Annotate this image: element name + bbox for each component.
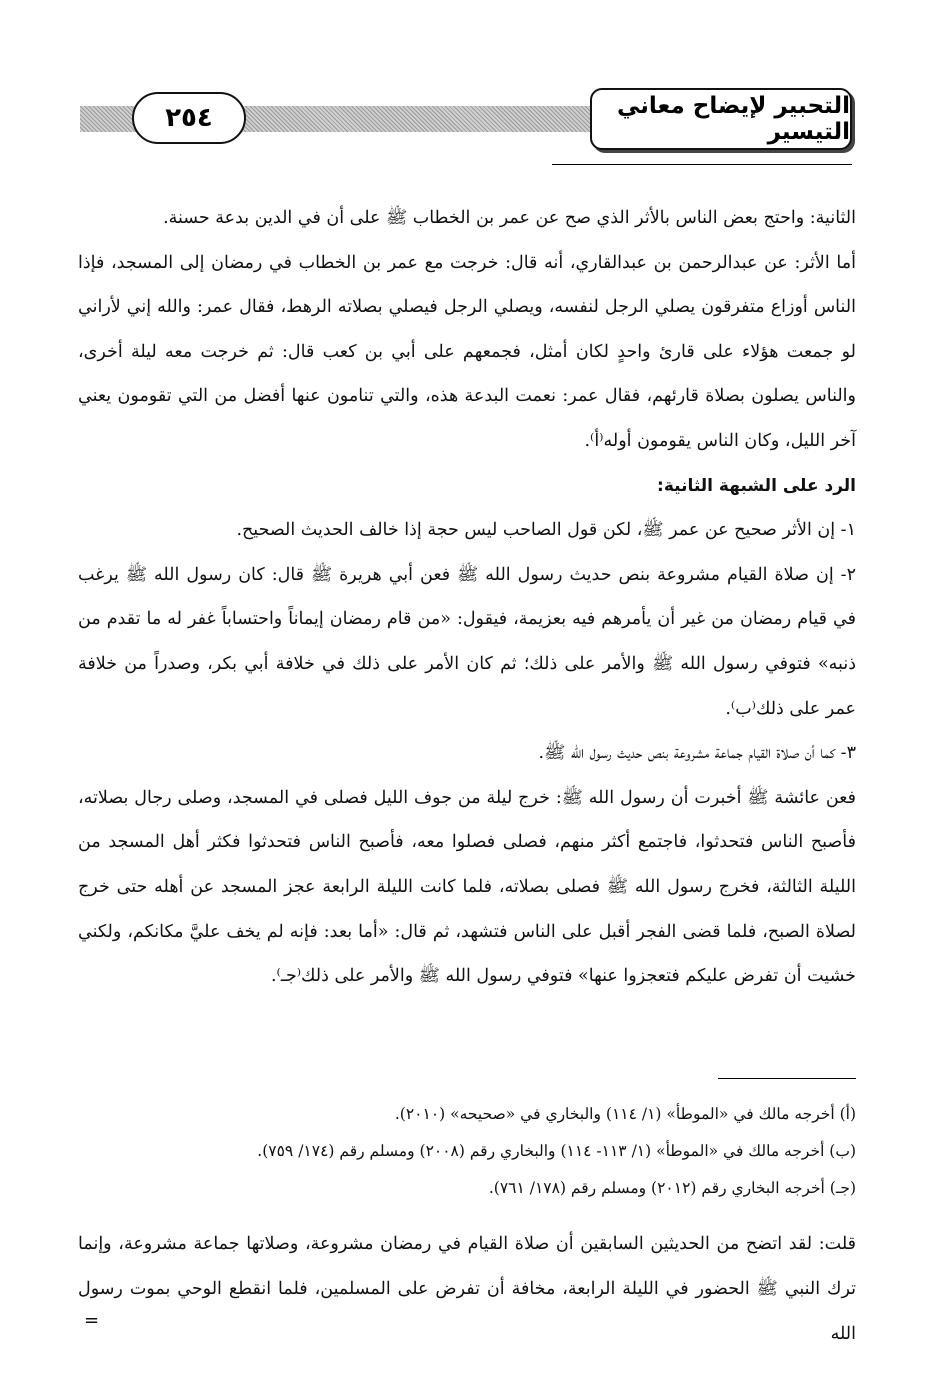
- book-title: التحبير لإيضاح معاني التيسير: [617, 93, 850, 145]
- main-text: [78, 196, 856, 999]
- continuation-mark: =: [84, 1310, 100, 1331]
- paragraph: ٣- كما أن صلاة القيام جماعة مشروعة بنص حديث رسول الله ﷺ.: [538, 743, 856, 764]
- footnote: (جـ) أخرجه البخاري رقم (٢٠١٢) ومسلم رقم (١٧٨/ ٧٦١).: [488, 1179, 856, 1197]
- paragraph: ١- إن الأثر صحيح عن عمر ﷺ، لكن قول الصاحب ليس حجة إذا خالف الحديث الصحيح.: [236, 520, 856, 541]
- closing-text: [78, 1222, 856, 1357]
- page-number-frame: [132, 92, 246, 144]
- paragraph: أما الأثر: عن عبدالرحمن بن عبدالقاري، أنه قال: خرجت مع عمر بن الخطاب في رمضان إلى المسجد، فإذا الناس أوزاع متفرقون يصلي الرجل لنفسه، ويصلي الرجل فيصلي بصلاته الرهط، فقال عمر: والله إني لأراني لو جمعت هؤلاء على قارئ واحدٍ لكان أمثل، فجمعهم على أبي بن كعب قال: ثم خرجت معه ليلة أخرى، والناس يصلون بصلاة قارئهم، فقال عمر: نعمت البدعة هذه، والتي تنامون عنها أفضل من التي تقومون يعني آخر الليل، وكان الناس يقومون أوله⁽أ⁾.: [78, 252, 856, 451]
- paragraph: ٢- إن صلاة القيام مشروعة بنص حديث رسول الله ﷺ فعن أبي هريرة ﷺ قال: كان رسول الله ﷺ يرغب في قيام رمضان من غير أن يأمرهم فيه بعزيمة، فيقول: «من قام رمضان إيماناً واحتساباً غفر له ما تقدم من ذنبه» فتوفي رسول الله ﷺ والأمر على ذلك؛ ثم كان الأمر على ذلك في خلافة أبي بكر، وصدراً من خلافة عمر على ذلك⁽ب⁾.: [78, 564, 856, 719]
- paragraph: قلت: لقد اتضح من الحديثين السابقين أن صلاة القيام في رمضان مشروعة، وصلاتها جماعة مشروعة، وإنما ترك النبي ﷺ الحضور في الليلة الرابعة، مخافة أن تفرض على المسلمين، فلما انقطع الوحي بموت رسول الله: [78, 1234, 856, 1344]
- footnote-rule: [718, 1078, 856, 1079]
- paragraph: فعن عائشة ﷺ أخبرت أن رسول الله ﷺ: خرج ليلة من جوف الليل فصلى في المسجد، وصلى رجال بصلاته، فأصبح الناس فتحدثوا، فاجتمع أكثر منهم، فصلى فصلوا معه، فأصبح الناس فتحدثوا فكثر أهل المسجد من الليلة الثالثة، فخرج رسول الله ﷺ فصلى بصلاته، فلما كانت الليلة الرابعة عجز المسجد عن أهله حتى خرج لصلاة الصبح، فلما قضى الفجر أقبل على الناس فتشهد، ثم قال: «أما بعد: فإنه لم يخف عليَّ مكانكم، ولكني خشيت أن تفرض عليكم فتعجزوا عنها» فتوفي رسول الله ﷺ والأمر على ذلك⁽جـ⁾.: [78, 787, 856, 987]
- footnote: (أ) أخرجه مالك في «الموطأ» (١/ ١١٤) والبخاري في «صحيحه» (٢٠١٠).: [394, 1105, 856, 1123]
- page-header: [80, 84, 852, 154]
- header-rule: [552, 164, 852, 165]
- page-number: ٢٥٤: [165, 103, 213, 133]
- footnote: (ب) أخرجه مالك في «الموطأ» (١/ ١١٣- ١١٤) والبخاري رقم (٢٠٠٨) ومسلم رقم (١٧٤/ ٧٥٩).: [257, 1142, 856, 1160]
- footnotes: [78, 1096, 856, 1207]
- paragraph: الثانية: واحتج بعض الناس بالأثر الذي صح عن عمر بن الخطاب ﷺ على أن في الدين بدعة حسنة.: [163, 208, 856, 228]
- section-heading: الرد على الشبهة الثانية:: [657, 475, 856, 496]
- title-frame: [590, 88, 852, 150]
